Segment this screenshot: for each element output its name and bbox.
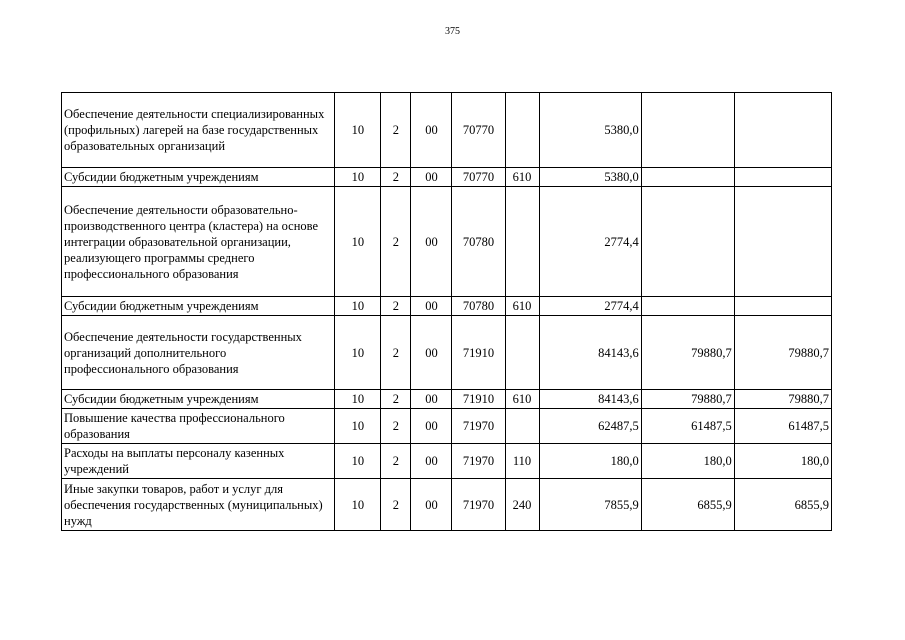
article-code-cell: 70780 [452,187,505,297]
amount-year1-cell: 180,0 [539,444,641,479]
amount-year1-cell: 84143,6 [539,390,641,409]
expense-type-cell: 610 [505,297,539,316]
subsection-code-cell: 2 [381,93,411,168]
amount-year1-cell: 2774,4 [539,187,641,297]
article-code-cell: 71910 [452,390,505,409]
program-code-cell: 00 [411,297,452,316]
expense-type-cell: 610 [505,390,539,409]
page-number: 375 [445,26,460,37]
amount-year3-cell: 6855,9 [734,479,831,531]
expense-type-cell [505,316,539,390]
amount-year3-cell [734,297,831,316]
program-code-cell: 00 [411,93,452,168]
budget-table [61,92,832,531]
amount-year3-cell: 61487,5 [734,409,831,444]
article-code-cell: 71970 [452,409,505,444]
row-name-cell: Расходы на выплаты персоналу казенных учреждений [62,444,335,479]
amount-year2-cell [641,187,734,297]
subsection-code-cell: 2 [381,297,411,316]
table-row [62,409,832,444]
amount-year2-cell: 61487,5 [641,409,734,444]
table-row [62,187,832,297]
table-row [62,168,832,187]
subsection-code-cell: 2 [381,409,411,444]
amount-year3-cell [734,93,831,168]
amount-year2-cell: 180,0 [641,444,734,479]
subsection-code-cell: 2 [381,390,411,409]
section-code-cell: 10 [335,316,381,390]
table-row [62,316,832,390]
section-code-cell: 10 [335,297,381,316]
article-code-cell: 71910 [452,316,505,390]
amount-year1-cell: 7855,9 [539,479,641,531]
row-name-cell: Повышение качества профессионального образования [62,409,335,444]
program-code-cell: 00 [411,316,452,390]
amount-year2-cell [641,297,734,316]
program-code-cell: 00 [411,444,452,479]
article-code-cell: 70770 [452,93,505,168]
expense-type-cell: 110 [505,444,539,479]
row-name-cell: Субсидии бюджетным учреждениям [62,168,335,187]
article-code-cell: 70770 [452,168,505,187]
amount-year2-cell [641,168,734,187]
table-row [62,390,832,409]
row-name-cell: Иные закупки товаров, работ и услуг для обеспечения государственных (муниципальных) нужд [62,479,335,531]
program-code-cell: 00 [411,479,452,531]
expense-type-cell [505,409,539,444]
expense-type-cell [505,93,539,168]
program-code-cell: 00 [411,409,452,444]
article-code-cell: 71970 [452,444,505,479]
section-code-cell: 10 [335,168,381,187]
amount-year3-cell: 79880,7 [734,390,831,409]
amount-year2-cell [641,93,734,168]
section-code-cell: 10 [335,93,381,168]
amount-year1-cell: 5380,0 [539,93,641,168]
subsection-code-cell: 2 [381,316,411,390]
amount-year1-cell: 2774,4 [539,297,641,316]
subsection-code-cell: 2 [381,168,411,187]
section-code-cell: 10 [335,444,381,479]
amount-year1-cell: 5380,0 [539,168,641,187]
amount-year1-cell: 84143,6 [539,316,641,390]
section-code-cell: 10 [335,187,381,297]
table-row [62,93,832,168]
program-code-cell: 00 [411,187,452,297]
row-name-cell: Обеспечение деятельности образовательно-производственного центра (кластера) на основе интеграции образовательной организации, реализующего программы среднего профессионального образования [62,187,335,297]
subsection-code-cell: 2 [381,479,411,531]
amount-year3-cell: 180,0 [734,444,831,479]
row-name-cell: Субсидии бюджетным учреждениям [62,297,335,316]
article-code-cell: 71970 [452,479,505,531]
row-name-cell: Обеспечение деятельности государственных организаций дополнительного профессионального образования [62,316,335,390]
expense-type-cell: 610 [505,168,539,187]
amount-year1-cell: 62487,5 [539,409,641,444]
table-row [62,444,832,479]
section-code-cell: 10 [335,479,381,531]
program-code-cell: 00 [411,390,452,409]
expense-type-cell [505,187,539,297]
table-row [62,297,832,316]
row-name-cell: Обеспечение деятельности специализированных (профильных) лагерей на базе государственных образовательных организаций [62,93,335,168]
amount-year3-cell: 79880,7 [734,316,831,390]
amount-year3-cell [734,187,831,297]
row-name-cell: Субсидии бюджетным учреждениям [62,390,335,409]
program-code-cell: 00 [411,168,452,187]
subsection-code-cell: 2 [381,187,411,297]
table-row [62,479,832,531]
amount-year2-cell: 79880,7 [641,316,734,390]
section-code-cell: 10 [335,390,381,409]
subsection-code-cell: 2 [381,444,411,479]
section-code-cell: 10 [335,409,381,444]
article-code-cell: 70780 [452,297,505,316]
amount-year2-cell: 79880,7 [641,390,734,409]
amount-year2-cell: 6855,9 [641,479,734,531]
expense-type-cell: 240 [505,479,539,531]
amount-year3-cell [734,168,831,187]
